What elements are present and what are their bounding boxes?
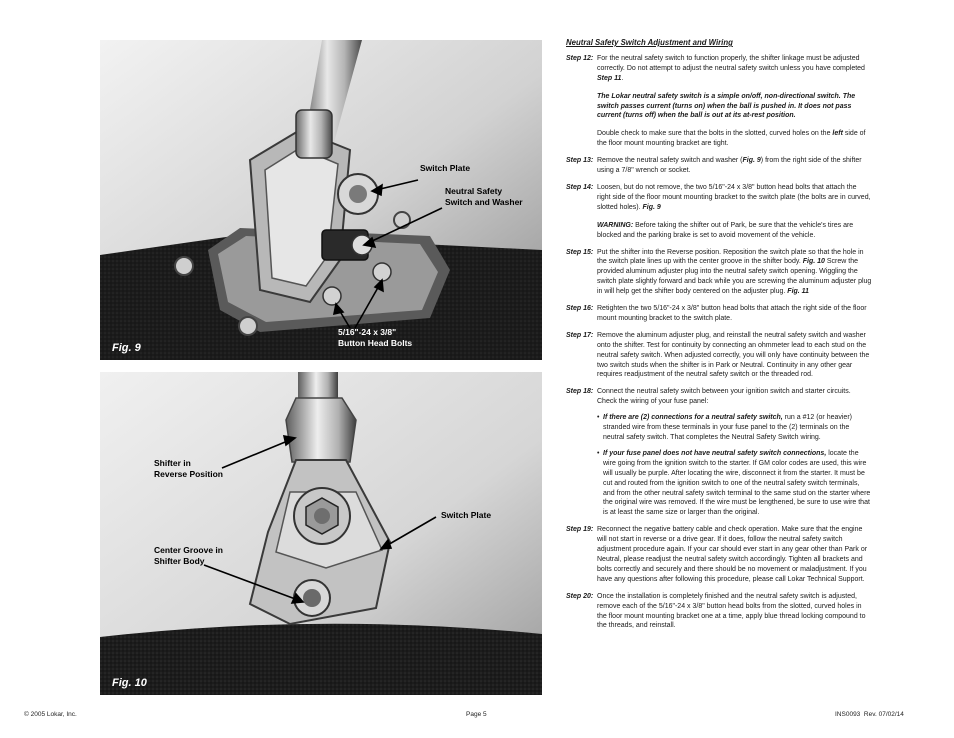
- step-paragraph: [597, 54, 872, 84]
- figure-10-photo: [100, 372, 542, 695]
- step-text: ) from the right side of the shifter using a 7/8" wrench or socket.: [597, 157, 862, 175]
- fig10-caption: Fig. 10: [112, 677, 147, 689]
- fig9-callout-switch-plate: Switch Plate: [420, 163, 471, 173]
- step-paragraph: [597, 129, 872, 149]
- step-text: Loosen, but do not remove, the two 5/16"-24 x 3/8" button head bolts that attach the right side of the floor mount mounting bracket to the switch plate (the bolts are in curved, slotted holes).: [597, 183, 871, 211]
- step-emphasis: left: [832, 130, 843, 138]
- fig9-callout-neutral-line2: Switch and Washer: [445, 197, 523, 207]
- step-text: Remove the neutral safety switch and washer (: [597, 157, 743, 165]
- fig10-callout-groove-line1: Center Groove in: [154, 545, 223, 555]
- step-label: Step 20:: [566, 592, 594, 600]
- step-reference: Step 11: [597, 74, 622, 82]
- warning-label: WARNING:: [597, 221, 634, 229]
- step-text: Double check to make sure that the bolts in the slotted, curved holes on the: [597, 130, 833, 138]
- step-label: Step 17:: [566, 331, 594, 339]
- step-paragraph: [597, 248, 872, 298]
- step-text: For the neutral safety switch to function properly, the shifter linkage must be adjusted correctly. Do not attempt to adjust the neutral safety switch unless you have completed: [597, 54, 865, 72]
- section-title: Neutral Safety Switch Adjustment and Wiring: [566, 38, 733, 47]
- step-text: Screw the provided aluminum adjuster plug into the neutral safety switch opening. Wiggling the switch plate slightly forward and back while you are screwing the aluminum adjuster plug in will help get the shifter body centered on the adjuster plug.: [597, 258, 872, 296]
- step-paragraph: Remove the aluminum adjuster plug, and reinstall the neutral safety switch and washer onto the shifter. Test for continuity by connecting an ohmmeter lead to each stud on the neutral safety switch. When adjusted correctly, you will only have continuity between the two switch studs when the shifter is in Park or Neutral. Continuity in any other gear requires readjustment of the neutral safety switch or the threaded rod.: [597, 331, 870, 379]
- fig9-callout-neutral-line1: Neutral Safety: [445, 186, 503, 196]
- step-paragraph: [597, 156, 872, 176]
- step-label: Step 18:: [566, 388, 594, 396]
- bullet-text: locate the wire going from the ignition switch to the starter. If GM color codes are used, this wire will usually be purple. After locating the wire, disconnect it from the starter. It must be cut and routed from the ignition switch to one of the neutral safety switch terminals, and from the other neutral safety switch terminal to the same stud on the starter where the original wire was removed. If the wire must be lengthened, be sure to use wire that is at least the same size or larger than the original.: [603, 449, 871, 517]
- step-label: Step 14:: [566, 183, 594, 191]
- step-12: [566, 54, 872, 149]
- fig10-callout-shifter-line1: Shifter in: [154, 458, 191, 468]
- step-note: The Lokar neutral safety switch is a simple on/off, non-directional switch. The switch passes current (turns on) when the ball is pushed in. It does not pass current (turns off) when the ball is out at its at-rest position.: [597, 92, 856, 120]
- bullet-lead: If there are (2) connections for a neutral safety switch,: [603, 414, 783, 422]
- step-17: [566, 331, 872, 381]
- fig10-callout-shifter-line2: Reverse Position: [154, 469, 223, 479]
- step-reference: Fig. 9: [642, 203, 661, 211]
- step-reference: Fig. 9: [742, 157, 761, 165]
- bullet-lead: If your fuse panel does not have neutral safety switch connections,: [603, 449, 827, 457]
- step-paragraph: Reconnect the negative battery cable and check operation. Make sure that the engine will not start in reverse or a drive gear. If it does, follow the neutral safety switch adjustment procedure again. If your car should ever start in any gear other than Park or Neutral, please readjust the neutral safety switch accordingly. Tighten all brackets and bolts correctly and securely and there should be no movement or maladjustment. If you have any questions after following this procedure, please call Lokar Technical Support.: [597, 526, 868, 583]
- fig10-callout-switch-plate: Switch Plate: [441, 510, 492, 520]
- footer-copyright: © 2005 Lokar, Inc.: [24, 711, 77, 718]
- step-paragraph: Retighten the two 5/16"-24 x 3/8" button head bolts that attach the right side of the floor mount mounting bracket to the switch plate.: [597, 305, 867, 322]
- step-label: Step 19:: [566, 526, 594, 534]
- step-19: [566, 525, 872, 584]
- fig10-callout-shifter-reverse: [154, 458, 223, 480]
- step-16: [566, 304, 872, 324]
- fig10-illustration: [100, 372, 542, 695]
- fig9-callout-bolts-line1: 5/16"-24 x 3/8": [338, 327, 397, 337]
- warning-text: Before taking the shifter out of Park, be sure that the vehicle's tires are blocked and the parking brake is set to avoid movement of the vehicle.: [597, 221, 854, 239]
- fig10-callout-groove-line2: Shifter Body: [154, 556, 205, 566]
- footer-page-number: Page 5: [466, 711, 487, 718]
- step-paragraph: Once the installation is completely finished and the neutral safety switch is adjusted, remove each of the 5/16"-24 x 3/8" button head bolts from the slotted, curved holes in the floor mount mounting bracket one at a time, apply blue thread locking compound to the threads, and reinstall.: [597, 592, 866, 630]
- footer-doc-id: INS0093 Rev. 07/02/14: [835, 711, 904, 718]
- step-label: Step 13:: [566, 157, 594, 165]
- step-text: side of the floor mount mounting bracket are tight.: [597, 130, 866, 148]
- step-reference: Fig. 11: [787, 288, 809, 296]
- bullet-item: [597, 449, 872, 518]
- instructions-column: [566, 38, 872, 638]
- step-text: Put the shifter into the Reverse position. Reposition the switch plate so that the hole in the switch plate lines up with the center groove in the shifter body.: [597, 248, 864, 266]
- step-paragraph: [597, 183, 872, 213]
- step-warning: [597, 221, 872, 241]
- step-15: [566, 248, 872, 298]
- step-label: Step 16:: [566, 305, 594, 313]
- fig9-callout-bolts: [338, 327, 412, 349]
- step-18: [566, 387, 872, 518]
- fig9-callout-bolts-line2: Button Head Bolts: [338, 338, 413, 348]
- step-paragraph: Connect the neutral safety switch between your ignition switch and starter circuits. Check the wiring of your fuse panel:: [597, 388, 851, 406]
- step-text: .: [621, 74, 624, 82]
- step-reference: Fig. 10: [802, 258, 825, 266]
- bullet-item: [597, 413, 872, 443]
- step-20: [566, 592, 872, 632]
- bullet-text: run a #12 (or heavier) stranded wire from these terminals in your fuse panel to the (2) terminals on the neutral safety switch. That completes the Neutral Safety Switch wiring.: [603, 414, 852, 441]
- fig10-callout-center-groove: [154, 545, 223, 567]
- step-label: Step 15:: [566, 248, 594, 256]
- step-14: [566, 183, 872, 241]
- step-13: [566, 156, 872, 176]
- step-label: Step 12:: [566, 54, 594, 62]
- fig9-callout-neutral-switch: [445, 186, 523, 208]
- figure-9-photo: [100, 40, 542, 360]
- fig9-caption: Fig. 9: [112, 342, 141, 354]
